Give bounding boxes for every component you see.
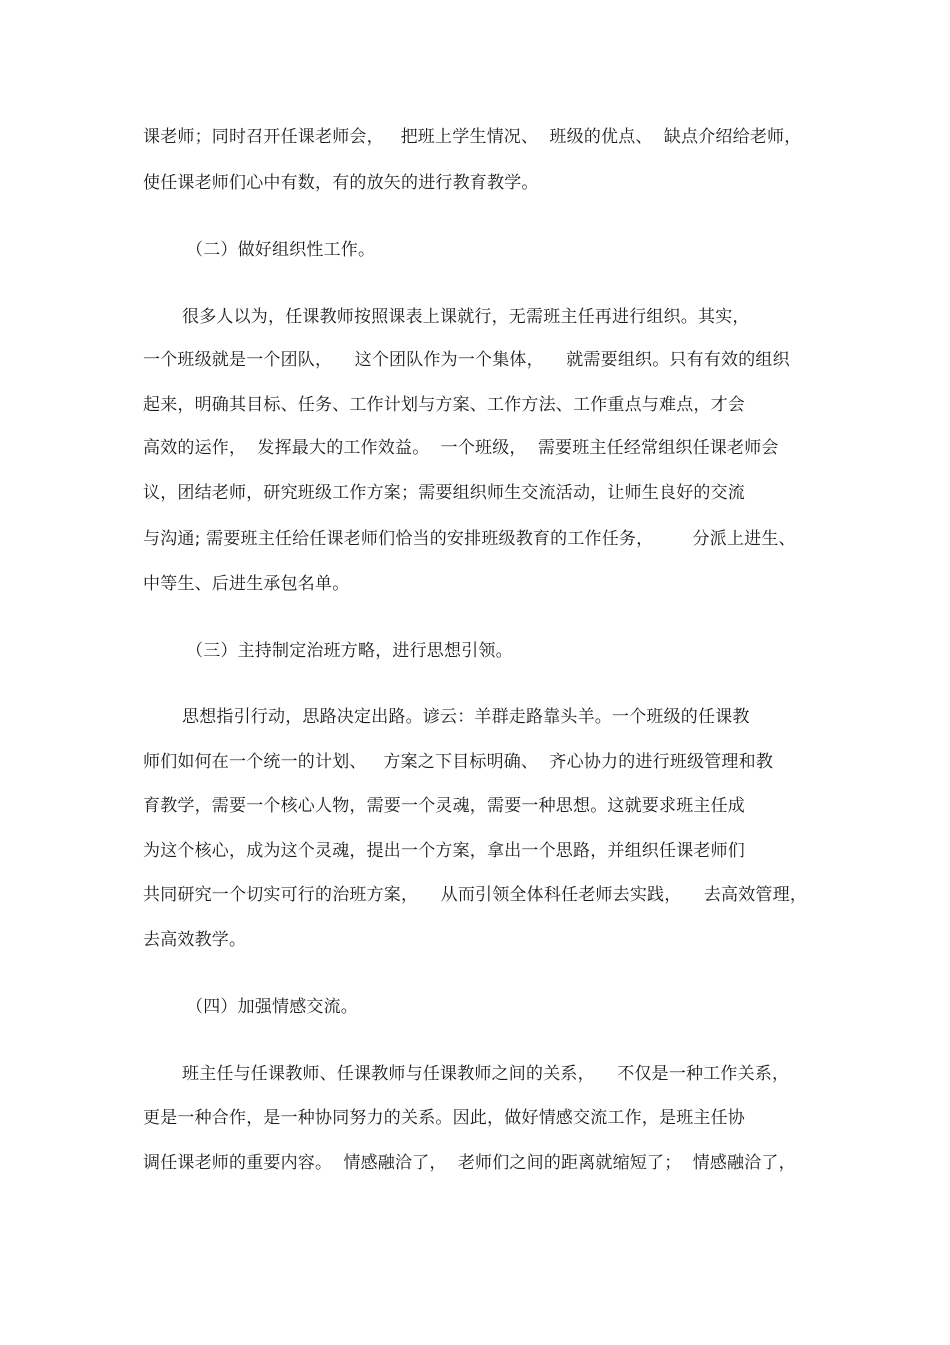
section-heading-4: （四）加强情感交流。 bbox=[186, 997, 358, 1017]
paragraph-2-line-2: 一个班级就是一个团队， 这个团队作为一个集体， 就需要组织。只有有效的组织 bbox=[143, 350, 790, 370]
paragraph-2-line-3: 起来，明确其目标、任务、工作计划与方案、工作方法、工作重点与难点，才会 bbox=[143, 395, 745, 415]
section-heading-2: （二）做好组织性工作。 bbox=[186, 240, 376, 260]
section-heading-3: （三）主持制定治班方略，进行思想引领。 bbox=[186, 641, 513, 661]
paragraph-3-line-1: 思想指引行动，思路决定出路。谚云：羊群走路靠头羊。一个班级的任课教 bbox=[182, 707, 750, 727]
paragraph-3-line-2: 师们如何在一个统一的计划、 方案之下目标明确、 齐心协力的进行班级管理和教 bbox=[143, 752, 774, 772]
paragraph-1-line-1: 课老师；同时召开任课老师会， 把班上学生情况、 班级的优点、 缺点介绍给老师， bbox=[143, 127, 802, 147]
paragraph-3-line-4: 为这个核心，成为这个灵魂，提出一个方案，拿出一个思路，并组织任课老师们 bbox=[143, 841, 745, 861]
paragraph-4-line-3: 调任课老师的重要内容。 情感融洽了， 老师们之间的距离就缩短了； 情感融洽了， bbox=[143, 1153, 796, 1173]
paragraph-3-line-6: 去高效教学。 bbox=[143, 930, 247, 950]
paragraph-2-line-5: 议，团结老师，研究班级工作方案；需要组织师生交流活动，让师生良好的交流 bbox=[143, 483, 745, 503]
paragraph-3-line-3: 育教学，需要一个核心人物，需要一个灵魂，需要一种思想。这就要求班主任成 bbox=[143, 796, 745, 816]
paragraph-4-line-1: 班主任与任课教师、任课教师与任课教师之间的关系， 不仅是一种工作关系， bbox=[182, 1064, 790, 1084]
paragraph-2-line-7: 中等生、后进生承包名单。 bbox=[143, 574, 350, 594]
paragraph-3-line-5: 共同研究一个切实可行的治班方案， 从而引领全体科任老师去实践， 去高效管理， bbox=[143, 885, 808, 905]
paragraph-2-line-6: 与沟通; 需要班主任给任课老师们恰当的安排班级教育的工作任务， 分派上进生、 bbox=[143, 529, 796, 549]
paragraph-4-line-2: 更是一种合作，是一种协同努力的关系。因此，做好情感交流工作，是班主任协 bbox=[143, 1108, 745, 1128]
paragraph-2-line-4: 高效的运作， 发挥最大的工作效益。 一个班级， 需要班主任经常组织任课老师会 bbox=[143, 438, 779, 458]
paragraph-2-line-1: 很多人以为，任课教师按照课表上课就行，无需班主任再进行组织。其实， bbox=[182, 307, 750, 327]
paragraph-1-line-2: 使任课老师们心中有数，有的放矢的进行教育教学。 bbox=[143, 173, 539, 193]
